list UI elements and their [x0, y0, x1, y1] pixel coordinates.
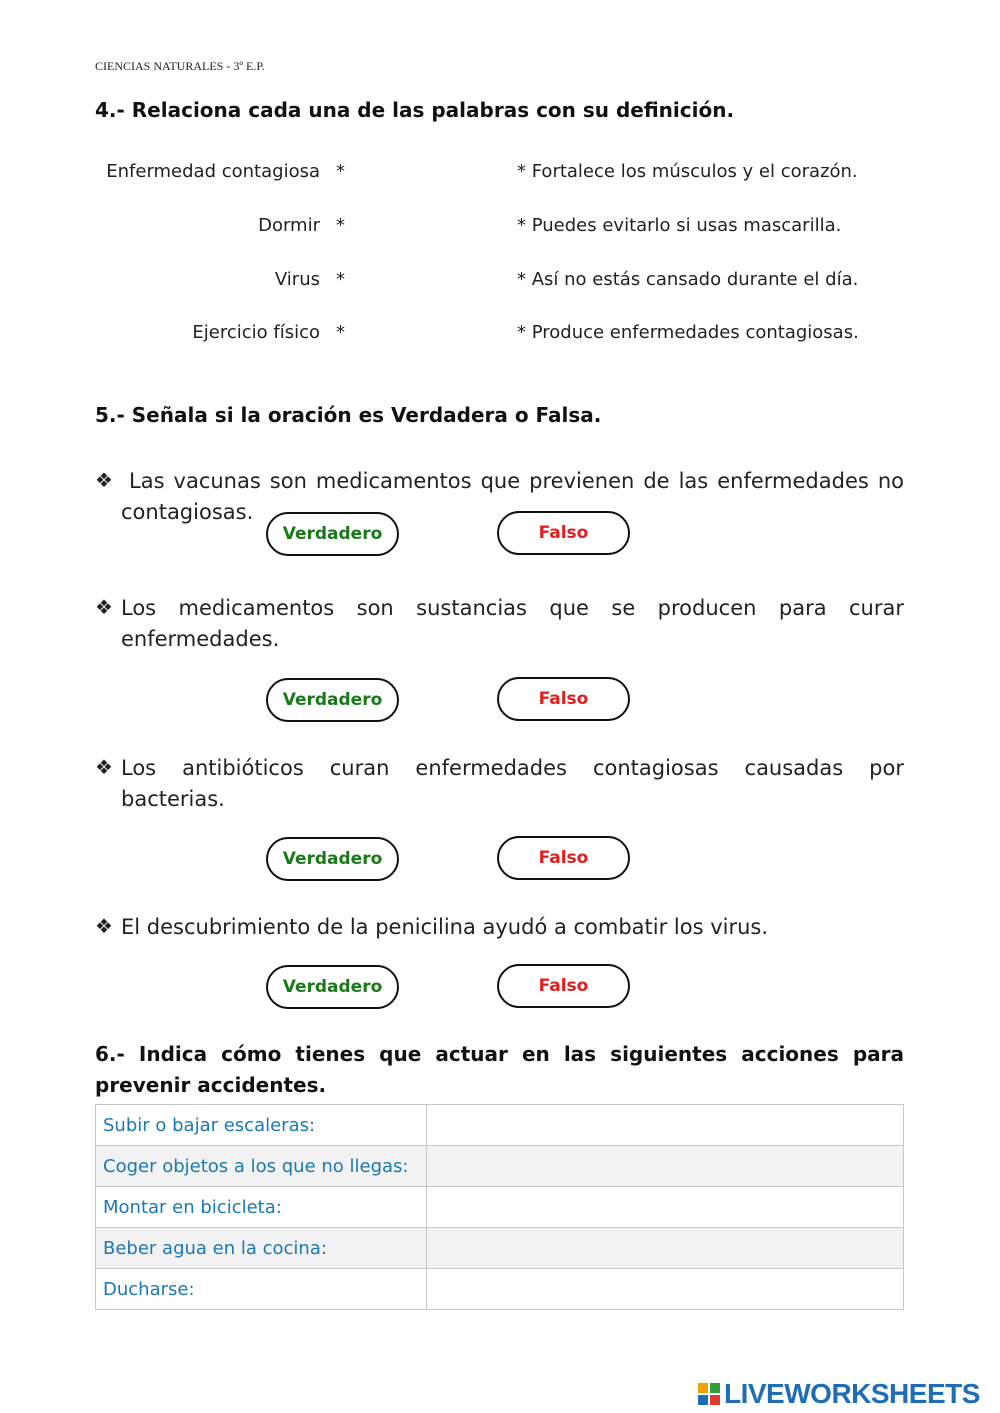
table-row	[96, 1105, 904, 1146]
answer-cell[interactable]	[427, 1187, 904, 1228]
match-definition-4[interactable]: * Produce enfermedades contagiosas.	[517, 322, 859, 343]
statement-1-line2: contagiosas.	[121, 500, 254, 524]
falso-button-2[interactable]: Falso	[497, 677, 630, 721]
match-word-1: Enfermedad contagiosa	[106, 161, 320, 182]
statement-3-line1: Los antibióticos curan enfermedades contagiosas causadas por	[121, 756, 904, 780]
falso-button-3[interactable]: Falso	[497, 836, 630, 880]
liveworksheets-logo	[698, 1378, 980, 1410]
match-word-4: Ejercicio físico	[192, 322, 320, 343]
answer-cell[interactable]	[427, 1105, 904, 1146]
falso-button-4[interactable]: Falso	[497, 964, 630, 1008]
answer-cell[interactable]	[427, 1269, 904, 1310]
verdadero-button-1[interactable]: Verdadero	[266, 512, 399, 556]
verdadero-button-2[interactable]: Verdadero	[266, 678, 399, 722]
answer-cell[interactable]	[427, 1228, 904, 1269]
match-star-left-1[interactable]: *	[336, 161, 345, 182]
match-word-2: Dormir	[258, 215, 320, 236]
statement-1-line1: Las vacunas son medicamentos que previenen de las enfermedades no	[129, 469, 904, 493]
falso-button-1[interactable]: Falso	[497, 511, 630, 555]
question-5-title: 5.- Señala si la oración es Verdadera o Falsa.	[95, 403, 602, 427]
verdadero-button-4[interactable]: Verdadero	[266, 965, 399, 1009]
logo-squares-icon	[698, 1383, 720, 1405]
table-row	[96, 1228, 904, 1269]
table-row	[96, 1146, 904, 1187]
match-star-left-2[interactable]: *	[336, 215, 345, 236]
answer-cell[interactable]	[427, 1146, 904, 1187]
question-6-title-line2: prevenir accidentes.	[95, 1073, 327, 1097]
diamond-bullet-icon: ❖	[95, 468, 113, 492]
row-label: Beber agua en la cocina:	[96, 1228, 427, 1269]
verdadero-button-3[interactable]: Verdadero	[266, 837, 399, 881]
table-row	[96, 1187, 904, 1228]
row-label: Subir o bajar escaleras:	[96, 1105, 427, 1146]
match-word-3: Virus	[274, 269, 320, 290]
match-definition-1[interactable]: * Fortalece los músculos y el corazón.	[517, 161, 858, 182]
table-row	[96, 1269, 904, 1310]
match-star-left-3[interactable]: *	[336, 269, 345, 290]
diamond-bullet-icon: ❖	[95, 595, 113, 619]
statement-3-line2: bacterias.	[121, 787, 225, 811]
diamond-bullet-icon: ❖	[95, 914, 113, 938]
statement-4-line1: El descubrimiento de la penicilina ayudó a combatir los virus.	[121, 915, 769, 939]
question-4-title: 4.- Relaciona cada una de las palabras con su definición.	[95, 98, 735, 122]
row-label: Ducharse:	[96, 1269, 427, 1310]
statement-2	[121, 593, 904, 655]
match-definition-3[interactable]: * Así no estás cansado durante el día.	[517, 269, 859, 290]
statement-2-line2: enfermedades.	[121, 627, 280, 651]
match-star-left-4[interactable]: *	[336, 322, 345, 343]
match-definition-2[interactable]: * Puedes evitarlo si usas mascarilla.	[517, 215, 842, 236]
statement-4	[121, 912, 904, 943]
statement-2-line1: Los medicamentos son sustancias que se producen para curar	[121, 596, 904, 620]
question-6-title-line1: 6.- Indica cómo tienes que actuar en las siguientes acciones para	[95, 1042, 904, 1066]
row-label: Montar en bicicleta:	[96, 1187, 427, 1228]
brand-name: LIVEWORKSHEETS	[724, 1378, 980, 1409]
page-header: CIENCIAS NATURALES - 3º E.P.	[95, 59, 265, 73]
row-label: Coger objetos a los que no llegas:	[96, 1146, 427, 1187]
statement-3	[121, 753, 904, 815]
diamond-bullet-icon: ❖	[95, 755, 113, 779]
accidents-table	[95, 1104, 904, 1310]
